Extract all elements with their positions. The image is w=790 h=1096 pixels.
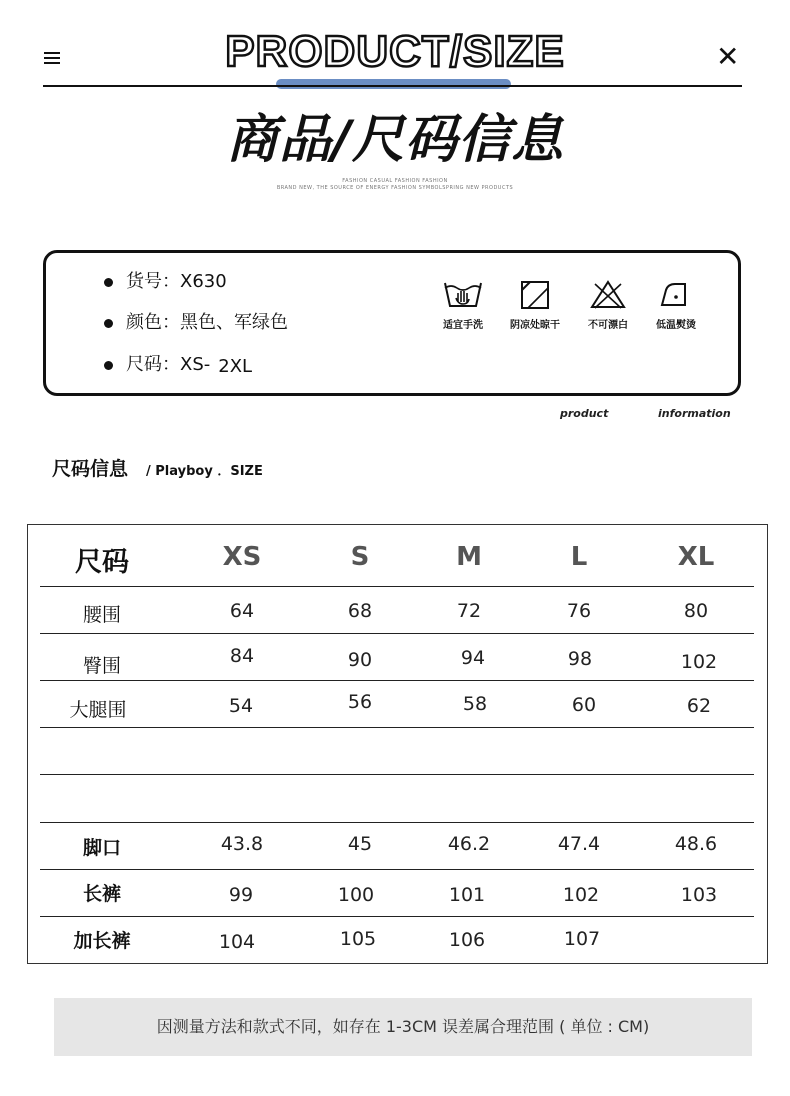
row-divider	[40, 727, 754, 728]
table-cell: 90	[347, 649, 373, 671]
care-label: 不可漂白	[588, 320, 628, 331]
care-label: 适宜手洗	[443, 320, 483, 331]
table-cell: 101	[448, 884, 486, 906]
table-cell: 68	[347, 600, 373, 622]
table-cell: 107	[563, 928, 601, 950]
table-cell: 98	[567, 648, 593, 670]
table-cell: 102	[680, 651, 718, 673]
table-cell: 103	[680, 884, 718, 906]
care-item-shade-dry	[500, 280, 570, 331]
size-col-m: M	[456, 542, 482, 572]
size-col-xl: XL	[677, 542, 715, 572]
row-divider	[40, 869, 754, 870]
item-number: 货号：X630	[126, 271, 227, 292]
color-value: 颜色：黑色、军绿色	[126, 312, 288, 333]
table-cell: 54	[228, 695, 254, 717]
row-label-hem: 脚口	[82, 837, 121, 859]
row-divider	[40, 586, 754, 587]
table-cell: 48.6	[674, 833, 718, 855]
row-divider	[40, 633, 754, 634]
size-col-l: L	[570, 542, 588, 572]
menu-icon[interactable]	[44, 52, 60, 66]
care-item-no-bleach	[573, 280, 643, 331]
table-cell: 58	[462, 693, 488, 715]
no-bleach-icon	[587, 280, 629, 310]
bullet	[104, 361, 113, 370]
table-cell: 104	[218, 931, 256, 953]
table-cell: 43.8	[220, 833, 264, 855]
row-label-hip: 臀围	[82, 655, 121, 677]
section-heading-cn: 商品/尺码信息	[226, 110, 564, 170]
close-icon[interactable]: ✕	[716, 40, 740, 73]
size-col-s: S	[350, 542, 370, 572]
measurement-note: 因测量方法和款式不同，如存在 1-3CM 误差属合理范围 ( 单位 : CM)	[54, 998, 752, 1056]
row-label-long-pants: 长裤	[82, 883, 121, 905]
size-info-subtitle: / Playboy ．SIZE	[146, 464, 263, 479]
header-divider	[43, 85, 742, 87]
table-cell: 45	[347, 833, 373, 855]
table-cell: 46.2	[447, 833, 491, 855]
care-item-hand-wash	[428, 280, 498, 331]
care-label: 低温熨烫	[656, 320, 696, 331]
care-label: 阴凉处晾干	[510, 320, 560, 331]
row-label-extra-long-pants: 加长裤	[73, 930, 131, 952]
care-item-low-iron	[641, 280, 711, 331]
table-cell: 99	[228, 884, 254, 906]
page-title: PRODUCT/SIZE	[225, 27, 565, 76]
low-iron-icon	[655, 280, 697, 310]
tagline-1: FASHION CASUAL FASHION FASHION	[342, 178, 448, 184]
color-row	[104, 311, 288, 335]
table-cell: 62	[686, 695, 712, 717]
row-label-waist: 腰围	[82, 604, 121, 626]
shade-dry-icon	[514, 280, 556, 310]
size-range-row	[104, 353, 252, 377]
table-cell: 76	[566, 600, 592, 622]
row-divider	[40, 680, 754, 681]
size-header-label: 尺码	[75, 547, 129, 578]
information-word: information	[658, 407, 731, 420]
size-range-prefix: 尺码：XS-	[126, 354, 211, 375]
table-cell: 94	[460, 647, 486, 669]
row-divider	[40, 822, 754, 823]
table-cell: 106	[448, 929, 486, 951]
table-cell: 64	[229, 600, 255, 622]
table-cell: 100	[337, 884, 375, 906]
size-info-title: 尺码信息	[52, 458, 129, 480]
table-cell: 72	[456, 600, 482, 622]
table-cell: 105	[339, 928, 377, 950]
table-cell: 47.4	[557, 833, 601, 855]
item-number-row	[104, 270, 227, 294]
tagline-2: BRAND NEW, THE SOURCE OF ENERGY FASHION SYMBOLSPRING NEW PRODUCTS	[276, 185, 514, 191]
product-word: product	[560, 407, 609, 420]
table-cell: 102	[562, 884, 600, 906]
row-divider	[40, 774, 754, 775]
table-cell: 60	[571, 694, 597, 716]
title-accent-bar	[276, 79, 511, 89]
row-divider	[40, 916, 754, 917]
table-cell: 84	[229, 645, 255, 667]
hand-wash-icon	[442, 280, 484, 310]
table-cell: 80	[683, 600, 709, 622]
row-label-thigh: 大腿围	[69, 699, 127, 721]
table-cell: 56	[347, 691, 373, 713]
size-col-xs: XS	[222, 542, 262, 572]
bullet	[104, 319, 113, 328]
bullet	[104, 278, 113, 287]
size-range-suffix: 2XL	[218, 356, 253, 377]
